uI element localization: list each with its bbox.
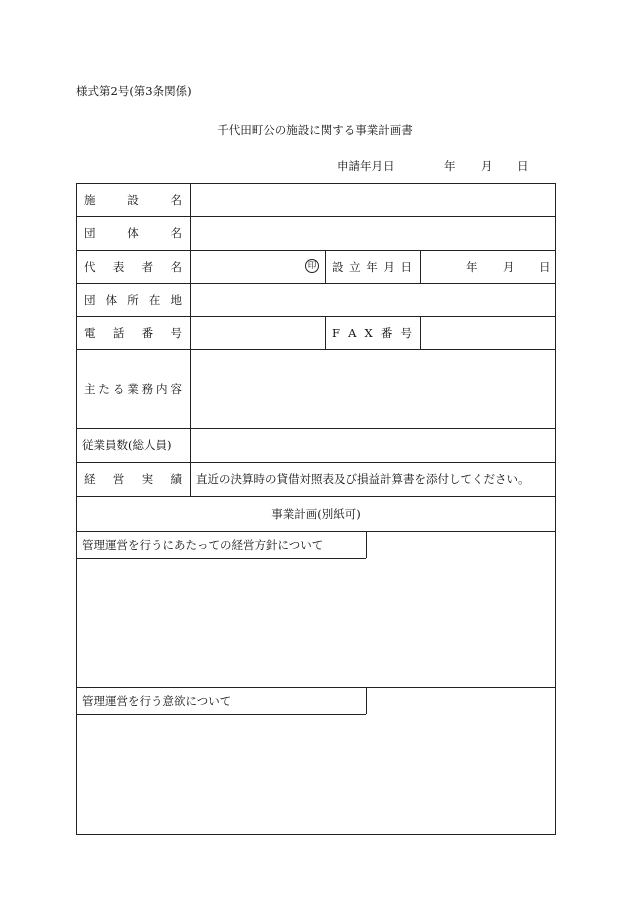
founded-date-field[interactable]: [421, 251, 555, 283]
policy-field[interactable]: [77, 559, 555, 687]
representative-field[interactable]: [191, 251, 303, 283]
address-label: 団 体 所 在 地: [84, 292, 182, 307]
founded-year: 年: [466, 259, 478, 274]
phone-field[interactable]: [191, 317, 325, 349]
fax-label: F A X 番 号: [332, 325, 412, 340]
document-title: 千代田町公の施設に関する事業計画書: [217, 123, 413, 137]
plan-title: 事業計画(別紙可): [271, 506, 361, 521]
founded-date-label: 設 立 年 月 日: [332, 259, 412, 274]
results-label: 経 営 実 績: [84, 472, 182, 486]
founded-day: 日: [539, 259, 551, 274]
facility-name-field[interactable]: [191, 184, 555, 216]
business-label: 主 た る 業 務 内 容: [84, 381, 182, 396]
motivation-label: 管理運営を行う意欲について: [82, 693, 232, 708]
application-date-year: 年: [444, 159, 456, 173]
seal-mark: 印: [305, 259, 319, 273]
employees-label: 従業員数(総人員): [82, 438, 172, 452]
group-name-label: 団 体 名: [84, 226, 182, 240]
facility-name-label: 施 設 名: [84, 192, 182, 207]
fax-field[interactable]: [421, 317, 555, 349]
motivation-field[interactable]: [77, 715, 555, 834]
form-number: 様式第2号(第3条関係): [76, 84, 192, 98]
application-date-label: 申請年月日: [337, 159, 395, 173]
group-name-field[interactable]: [191, 217, 555, 250]
business-field[interactable]: [191, 350, 555, 428]
application-date-day: 日: [517, 159, 529, 173]
representative-label: 代 表 者 名: [84, 259, 182, 274]
policy-label: 管理運営を行うにあたっての経営方針について: [82, 537, 324, 552]
results-note: 直近の決算時の貸借対照表及び損益計算書を添付してください。: [196, 472, 530, 486]
employees-field[interactable]: [191, 429, 555, 462]
application-date-month: 月: [481, 159, 493, 173]
phone-label: 電 話 番 号: [84, 325, 182, 340]
address-field[interactable]: [191, 284, 555, 316]
founded-month: 月: [503, 259, 515, 274]
